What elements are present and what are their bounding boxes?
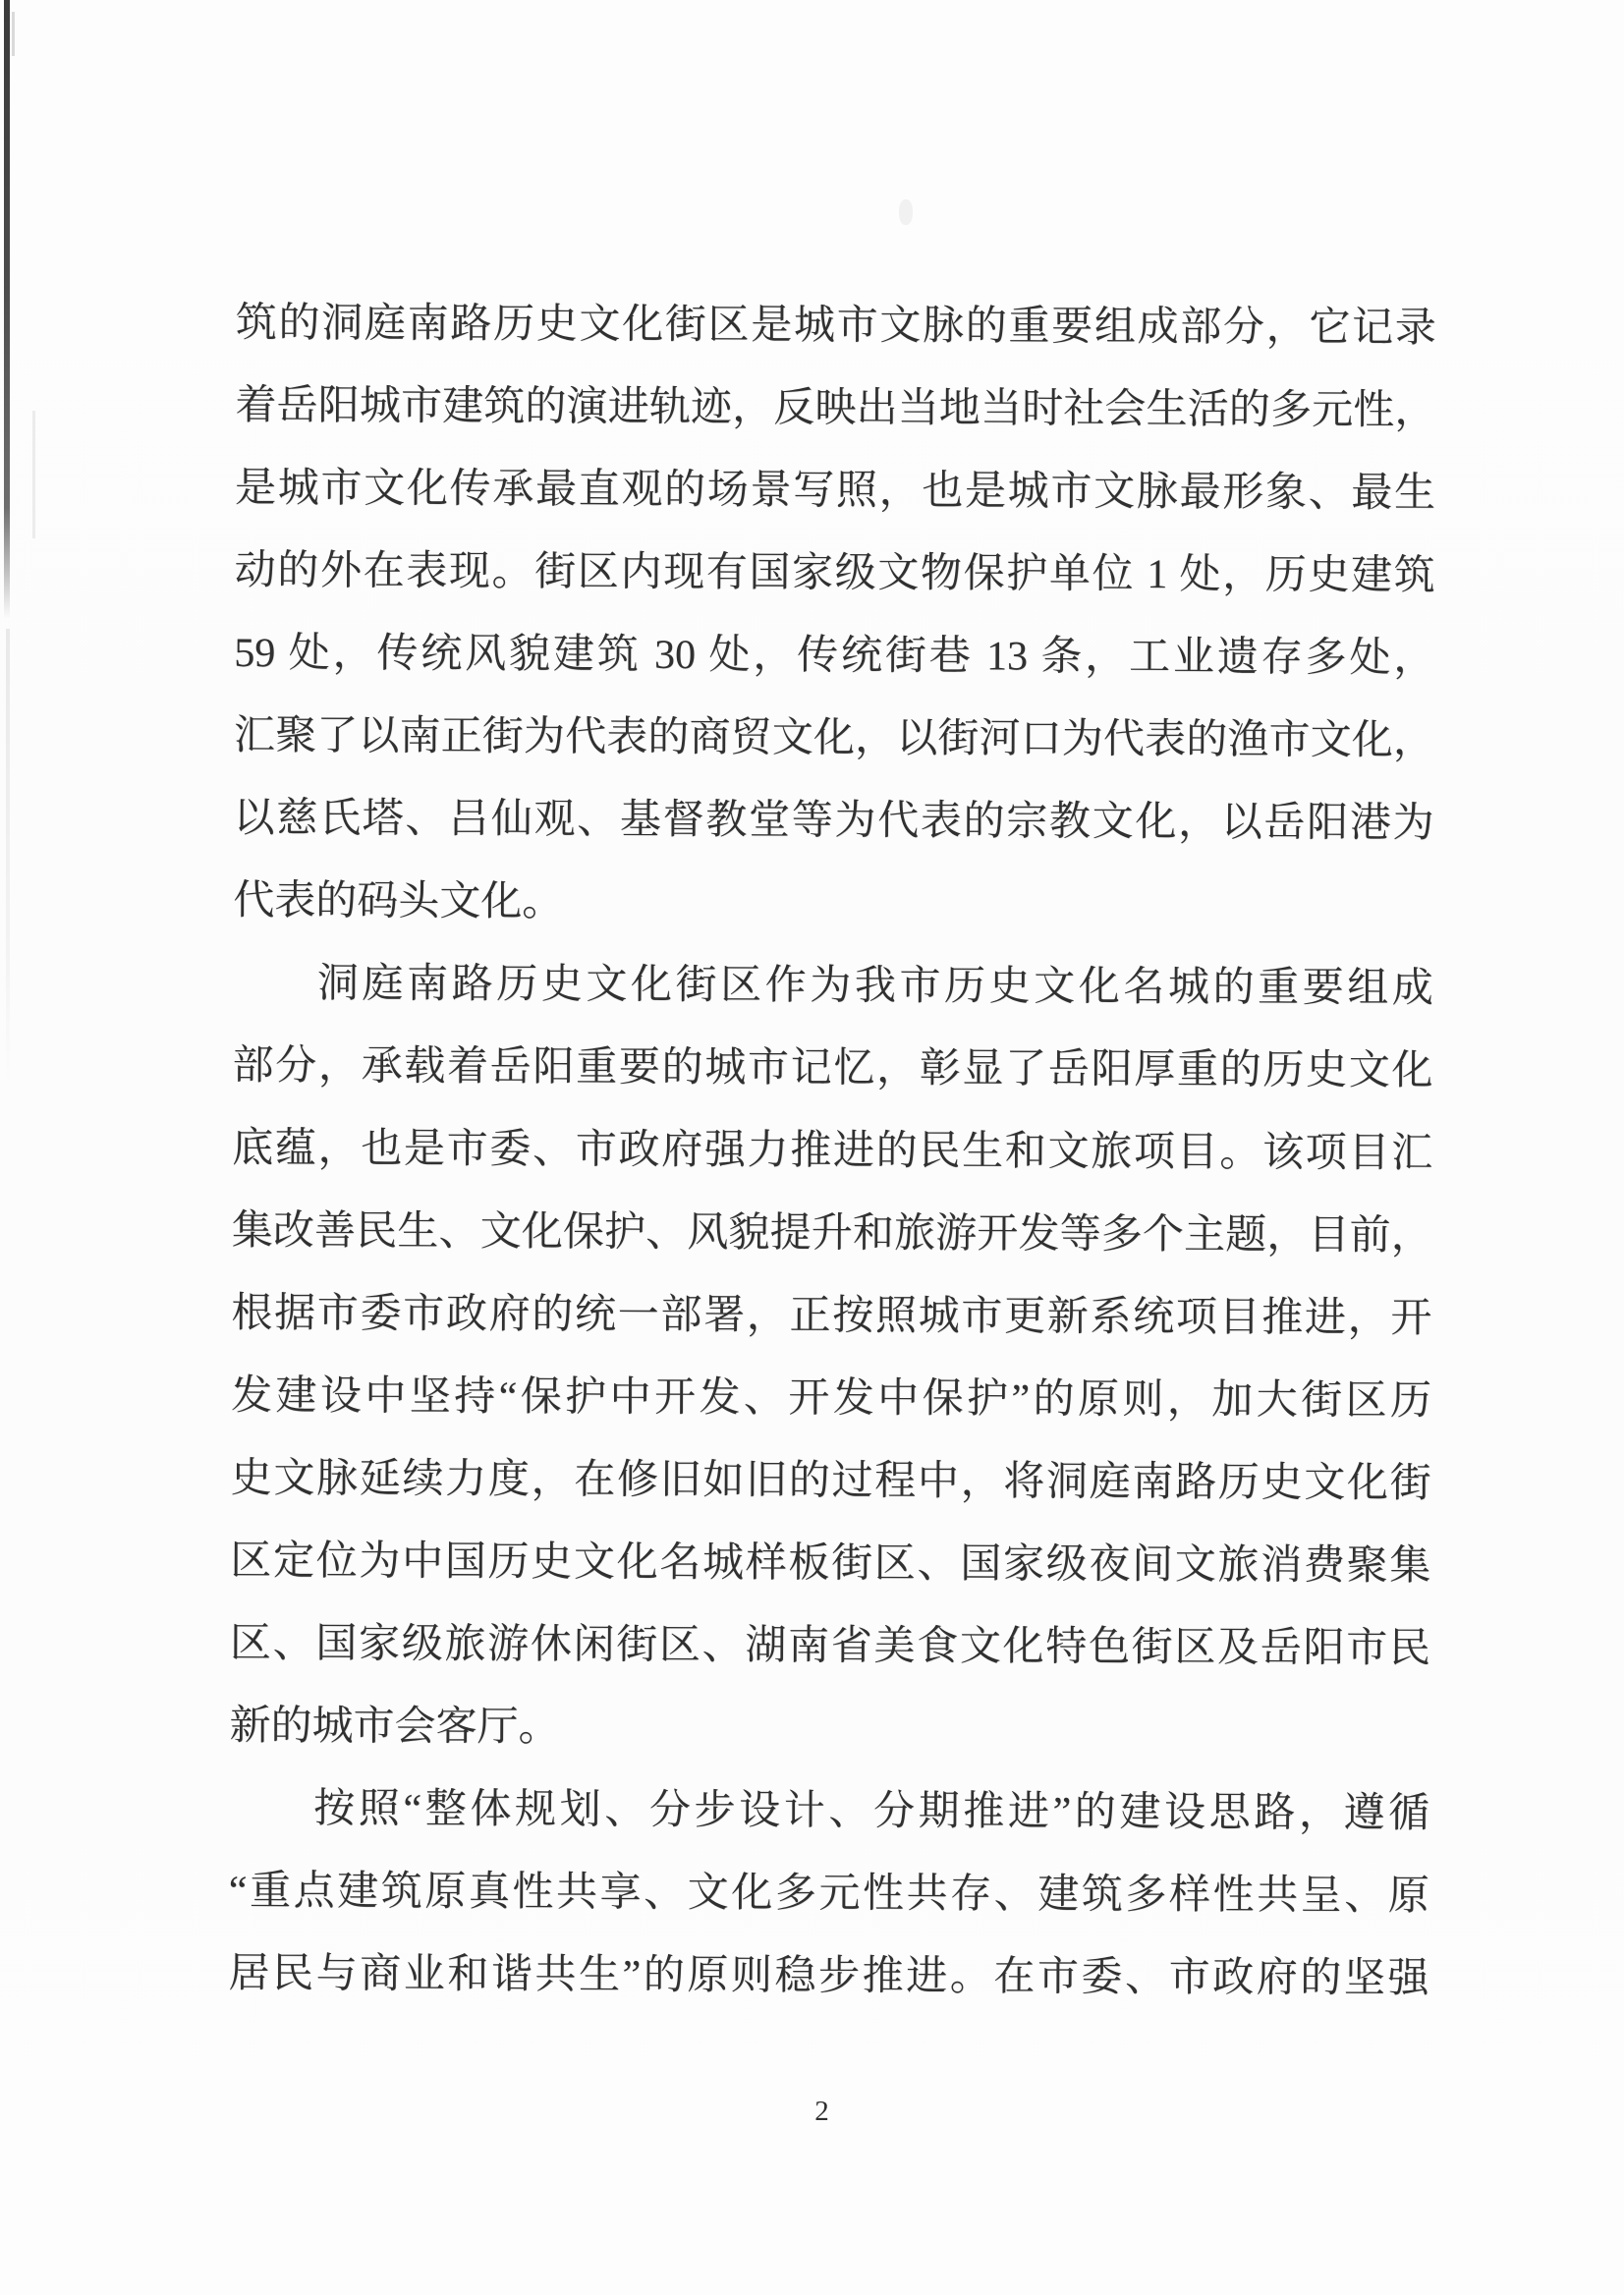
page-number: 2: [814, 2096, 829, 2127]
text-line: 按照“整体规划、分步设计、分期推进”的建设思路，遵循: [313, 1786, 1430, 1837]
paragraph-3: [228, 1767, 1429, 2020]
paragraph-2: [229, 942, 1433, 1772]
text-line: 发建设中坚持“保护中开发、开发中保护”的原则，加大街区历: [230, 1372, 1432, 1425]
text-line: 根据市委市政府的统一部署，正按照城市更新系统项目推进，开: [231, 1290, 1432, 1342]
text-line: “重点建筑原真性共享、文化多元性共存、建筑多样性共呈、原: [228, 1868, 1429, 1920]
text-line: 筑的洞庭南路历史文化街区是城市文脉的重要组成部分，它记录: [235, 300, 1436, 352]
text-line: 着岳阳城市建筑的演进轨迹，反映出当地当时社会生活的多元性，: [235, 382, 1436, 434]
text-line: 史文脉延续力度，在修旧如旧的过程中，将洞庭南路历史文化街: [230, 1455, 1431, 1507]
text-line: 集改善民生、文化保护、风貌提升和旅游开发等多个主题，目前，: [231, 1207, 1432, 1259]
text-line: 是城市文化传承最直观的场景写照，也是城市文脉最形象、最生: [234, 465, 1436, 517]
text-line: 代表的码头文化。: [233, 877, 564, 925]
text-line: 部分，承载着岳阳重要的城市记忆，彰显了岳阳厚重的历史文化: [232, 1042, 1433, 1094]
text-line: 底蕴，也是市委、市政府强力推进的民生和文旅项目。该项目汇: [232, 1125, 1433, 1177]
text-line: 动的外在表现。街区内现有国家级文物保护单位 1 处，历史建筑: [234, 547, 1435, 599]
text-line: 洞庭南路历史文化街区作为我市历史文化名城的重要组成: [316, 961, 1433, 1012]
scan-edge-artifact-faint-top: [12, 12, 15, 56]
scan-edge-artifact-faint-low: [6, 629, 10, 1091]
scan-edge-artifact-dark: [4, 0, 10, 619]
scan-edge-artifact-faint-mid: [32, 411, 35, 538]
paragraph-1: [233, 282, 1436, 947]
text-line: 区、国家级旅游休闲街区、湖南省美食文化特色街区及岳阳市民: [229, 1620, 1431, 1672]
text-line: 汇聚了以南正街为代表的商贸文化，以街河口为代表的渔市文化，: [233, 712, 1435, 764]
text-line: 以慈氏塔、吕仙观、基督教堂等为代表的宗教文化，以岳阳港为: [233, 795, 1434, 847]
scan-smudge-artifact: [899, 199, 913, 225]
text-line: 居民与商业和谐共生”的原则稳步推进。在市委、市政府的坚强: [228, 1950, 1429, 2002]
text-line: 新的城市会客厅。: [229, 1703, 560, 1751]
document-body: [228, 282, 1436, 2020]
text-line: 59 处，传统风貌建筑 30 处，传统街巷 13 条，工业遗存多处，: [234, 630, 1435, 682]
text-line: 区定位为中国历史文化名城样板街区、国家级夜间文旅消费聚集: [230, 1538, 1431, 1590]
